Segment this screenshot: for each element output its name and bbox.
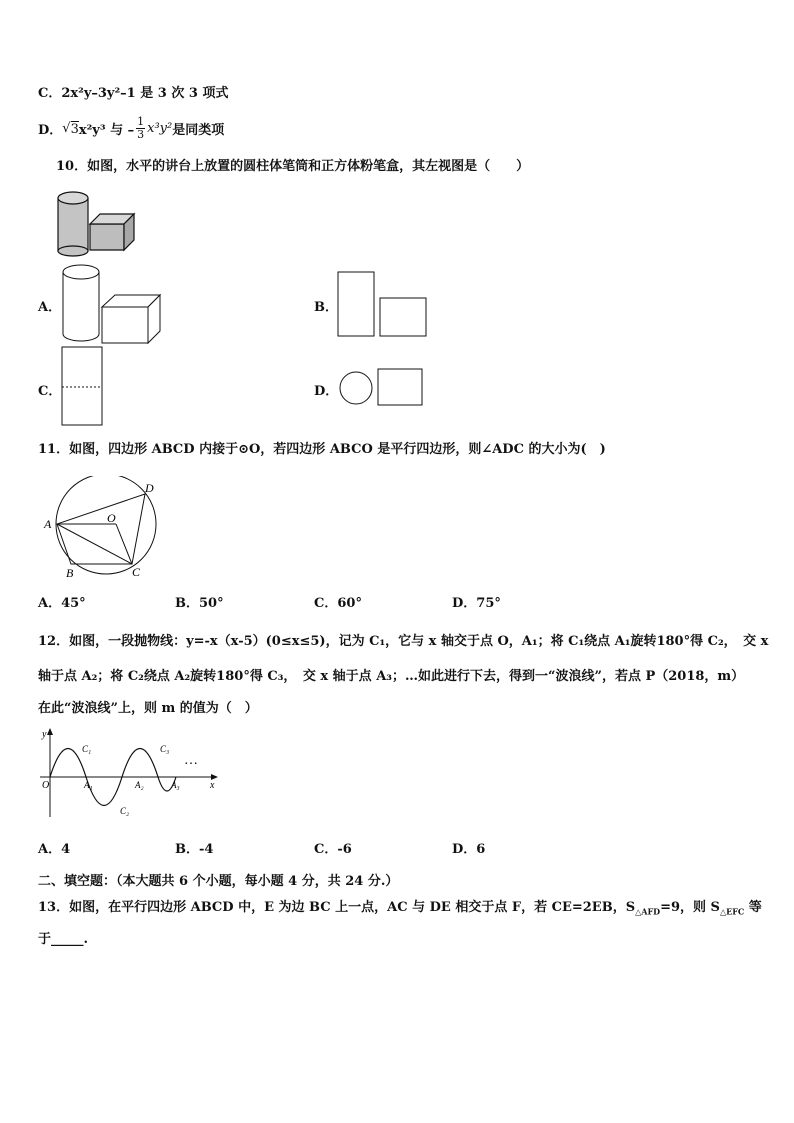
q12-stem-line3: 在此“波浪线”上，则 m 的值为（ ）: [38, 701, 258, 716]
axis-x-label: x: [210, 780, 215, 791]
label-b: B: [66, 566, 74, 580]
fraction: [136, 116, 145, 141]
continuation-dots: …: [184, 753, 198, 768]
q12-stem-line1: 12．如图，一段抛物线：y=-x（x-5）(0≤x≤5)，记为 C₁，它与 x 轴交于点 O，A₁；将 C₁绕点 A₁旋转180°得 C₂， 交 x: [38, 634, 769, 649]
fraction-denominator: 3: [137, 128, 145, 141]
q11-option-c: C．60°: [314, 596, 362, 611]
q9-option-d-prefix: D．: [38, 123, 63, 138]
origin-label: O: [42, 780, 50, 791]
label-o: O: [107, 511, 116, 525]
sqrt-symbol: √: [62, 121, 71, 136]
label-d: D: [145, 481, 154, 495]
c2-label: C₂: [120, 806, 130, 816]
a1-label: A₁: [84, 780, 93, 790]
q11-option-d: D．75°: [452, 596, 501, 611]
c3-label: C₃: [160, 744, 170, 754]
a2-label: A₂: [135, 780, 144, 790]
q10-option-b-figure: [336, 270, 430, 340]
q9-option-d-suffix: 是同类项: [172, 123, 225, 138]
label-a: A: [44, 517, 52, 531]
axis-y-label: y: [42, 729, 47, 740]
q13-text-b: =9，则 S: [660, 900, 720, 915]
q10-option-d-figure: [336, 366, 428, 408]
sqrt-radicand: 3: [70, 121, 79, 137]
q12-stem-line2: 轴于点 A₂；将 C₂绕点 A₂旋转180°得 C₃， 交 x 轴于点 A₃；…如此进行下去，得到一“波浪线”，若点 P（2018，m）: [38, 669, 745, 684]
q11-option-b: B．50°: [175, 596, 224, 611]
a3-label: A₃: [171, 780, 180, 790]
q10-stem: 10．如图，水平的讲台上放置的圆柱体笔筒和正方体粉笔盒，其左视图是（ ）: [56, 159, 530, 174]
q9-option-d: [38, 116, 224, 141]
q12-option-b: B．-4: [175, 842, 214, 857]
q10-option-a-label: A．: [38, 300, 62, 315]
q13-text-c: 等: [744, 900, 762, 915]
q11-circle-figure: [36, 476, 166, 582]
q10-option-c-figure: [60, 345, 106, 429]
q13-sub-afd: △AFD: [635, 906, 661, 917]
q13-stem-line1: [38, 896, 762, 917]
q10-option-c-label: C．: [38, 384, 62, 399]
q10-figure-pen-holder-and-box: [52, 188, 138, 258]
q9-option-d-mid: x²y³ 与 –: [78, 123, 135, 138]
q12-option-d: D．6: [452, 842, 486, 857]
q9-option-d-term: x³y²: [147, 121, 173, 136]
q11-option-a: A．45°: [38, 596, 86, 611]
q13-sub-efc: △EFC: [719, 906, 745, 917]
q13-text-a: 13．如图，在平行四边形 ABCD 中，E 为边 BC 上一点，AC 与 DE 相交于点 F，若 CE=2EB，S: [38, 900, 636, 915]
q11-stem: 11．如图，四边形 ABCD 内接于⊙O，若四边形 ABCO 是平行四边形，则∠ADC 的大小为( ): [38, 442, 606, 457]
section-heading-fill-in: 二、填空题：（本大题共 6 个小题，每小题 4 分，共 24 分.）: [38, 874, 399, 889]
q12-option-c: C．-6: [314, 842, 352, 857]
label-c: C: [132, 565, 141, 579]
q12-option-a: A．4: [38, 842, 71, 857]
q9-option-c: C．2x²y–3y²–1 是 3 次 3 项式: [38, 86, 229, 101]
q12-wave-graph: [36, 726, 222, 820]
q10-option-b-label: B．: [314, 300, 338, 315]
fraction-numerator: 1: [137, 115, 145, 128]
q10-option-d-label: D．: [314, 384, 339, 399]
q13-stem-line2: 于_____.: [38, 932, 89, 947]
c1-label: C₁: [82, 744, 92, 754]
q10-option-a-figure: [58, 260, 164, 346]
